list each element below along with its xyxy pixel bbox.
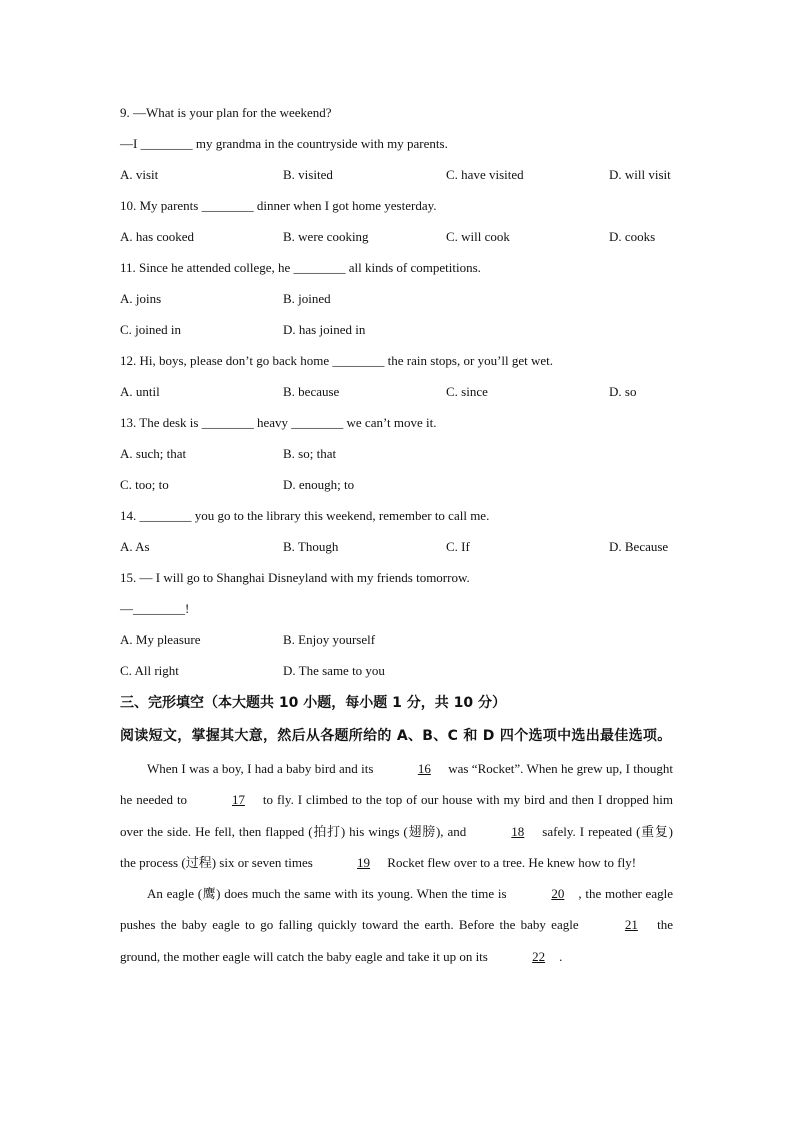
option-d[interactable]: D. has joined in [283, 322, 366, 337]
option-d[interactable]: D. so [609, 384, 637, 399]
option-b[interactable]: B. were cooking [283, 229, 369, 244]
question-11-options-row-1 [120, 286, 673, 317]
option-c[interactable]: C. too; to [120, 477, 169, 492]
option-b[interactable]: B. Enjoy yourself [283, 632, 376, 647]
option-a[interactable]: A. until [120, 384, 160, 399]
blank-19[interactable]: 19 [357, 854, 371, 870]
question-13-stem: 13. The desk is ________ heavy ________ we can’t move it. [120, 415, 437, 430]
option-d[interactable]: D. will visit [609, 167, 671, 182]
question-15-options-row-2 [120, 658, 673, 689]
exam-page [120, 100, 673, 972]
option-a[interactable]: A. My pleasure [120, 632, 201, 647]
question-14-stem: 14. ________ you go to the library this weekend, remember to call me. [120, 508, 490, 523]
passage-text: , the mother eagle pushes the baby eagle to go falling quickly toward the earth. Before the baby eagle [120, 886, 673, 933]
question-12-stem: 12. Hi, boys, please don’t go back home ________ the rain stops, or you’ll get wet. [120, 353, 554, 368]
passage-text: When I was a boy, I had a baby bird and its [147, 761, 377, 776]
option-b[interactable]: B. so; that [283, 446, 337, 461]
option-d[interactable]: D. cooks [609, 229, 656, 244]
passage-text: Rocket flew over to a tree. He knew how to fly! [384, 854, 637, 870]
passage-paragraph-2 [120, 878, 673, 972]
option-d[interactable]: D. The same to you [283, 663, 385, 678]
section-title: 三、完形填空（本大题共 10 小题，每小题 1 分，共 10 分） [120, 695, 506, 711]
option-c[interactable]: C. since [446, 384, 488, 399]
cloze-passage [120, 753, 673, 972]
blank-22[interactable]: 22 [532, 948, 546, 964]
option-b[interactable]: B. visited [283, 167, 333, 182]
blank-21[interactable]: 21 [624, 917, 638, 933]
blank-17[interactable]: 17 [232, 792, 245, 808]
question-13-options-row-2 [120, 472, 673, 503]
question-11-stem: 11. Since he attended college, he ________ all kinds of competitions. [120, 260, 481, 275]
question-9-options [120, 162, 673, 193]
question-10-stem: 10. My parents ________ dinner when I got home yesterday. [120, 198, 437, 213]
question-9-stem: 9. —What is your plan for the weekend? [120, 105, 332, 120]
option-b[interactable]: B. Though [283, 539, 339, 554]
blank-16[interactable]: 16 [417, 761, 431, 776]
passage-text: was “Rocket”. When he grew up, I thought he needed to [120, 761, 673, 808]
option-d[interactable]: D. enough; to [283, 477, 355, 492]
option-c[interactable]: C. have visited [446, 167, 524, 182]
option-c[interactable]: C. All right [120, 663, 179, 678]
option-a[interactable]: A. visit [120, 167, 159, 182]
passage-text: the ground, the mother eagle will catch the baby eagle and take it up on its [120, 917, 673, 964]
question-15-stem: 15. — I will go to Shanghai Disneyland with my friends tomorrow. [120, 570, 470, 585]
question-14-options [120, 534, 673, 565]
option-b[interactable]: B. because [283, 384, 340, 399]
passage-text: An eagle (鹰) does much the same with its young. When the time is [147, 886, 511, 902]
question-10-options [120, 224, 673, 255]
option-b[interactable]: B. joined [283, 291, 331, 306]
section-instruction: 阅读短文，掌握其大意，然后从各题所给的 A、B、C 和 D 四个选项中选出最佳选项。 [120, 728, 672, 744]
blank-20[interactable]: 20 [551, 886, 565, 902]
question-9-stem-2: —I ________ my grandma in the countryside with my parents. [120, 136, 448, 151]
option-c[interactable]: C. If [446, 539, 470, 554]
passage-paragraph-1 [120, 753, 673, 878]
question-11-options-row-2 [120, 317, 673, 348]
option-c[interactable]: C. will cook [446, 229, 510, 244]
question-15-options-row-1 [120, 627, 673, 658]
passage-text: to fly. I climbed to the top of our house with my bird and then I dropped him over the side. He fell, then flapped (拍打) his wings (翅膀), and [120, 792, 673, 839]
option-a[interactable]: A. joins [120, 291, 162, 306]
passage-text: . [559, 948, 563, 964]
blank-18[interactable]: 18 [511, 823, 525, 839]
option-d[interactable]: D. Because [609, 539, 669, 554]
option-a[interactable]: A. has cooked [120, 229, 195, 244]
question-15-stem-2: —________! [120, 601, 190, 616]
passage-text: safely. I repeated (重复) the process (过程) six or seven times [120, 823, 673, 870]
option-a[interactable]: A. As [120, 539, 150, 554]
option-a[interactable]: A. such; that [120, 446, 187, 461]
option-c[interactable]: C. joined in [120, 322, 182, 337]
question-12-options [120, 379, 673, 410]
question-13-options-row-1 [120, 441, 673, 472]
